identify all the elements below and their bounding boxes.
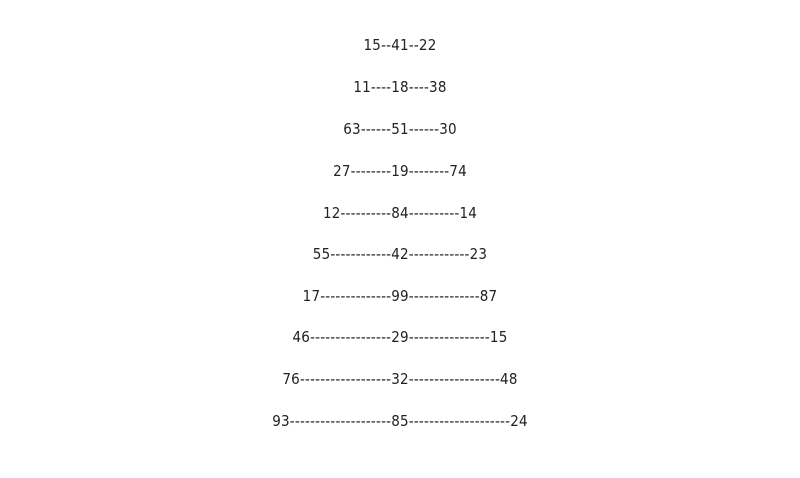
pyramid-row-1: 15--41--22 xyxy=(363,36,437,54)
pyramid-row-9: 76------------------32------------------48 xyxy=(282,370,518,388)
pyramid-row-10: 93--------------------85--------------------24 xyxy=(272,412,528,430)
pyramid-row-3: 63------51------30 xyxy=(343,120,457,138)
pyramid-row-2: 11----18----38 xyxy=(353,78,447,96)
pyramid-row-5: 12----------84----------14 xyxy=(322,204,478,222)
pyramid-row-4: 27--------19--------74 xyxy=(333,162,467,180)
pyramid-row-7: 17--------------99--------------87 xyxy=(302,287,498,305)
pyramid-row-8: 46----------------29----------------15 xyxy=(292,328,508,346)
pyramid-row-6: 55------------42------------23 xyxy=(312,245,488,263)
